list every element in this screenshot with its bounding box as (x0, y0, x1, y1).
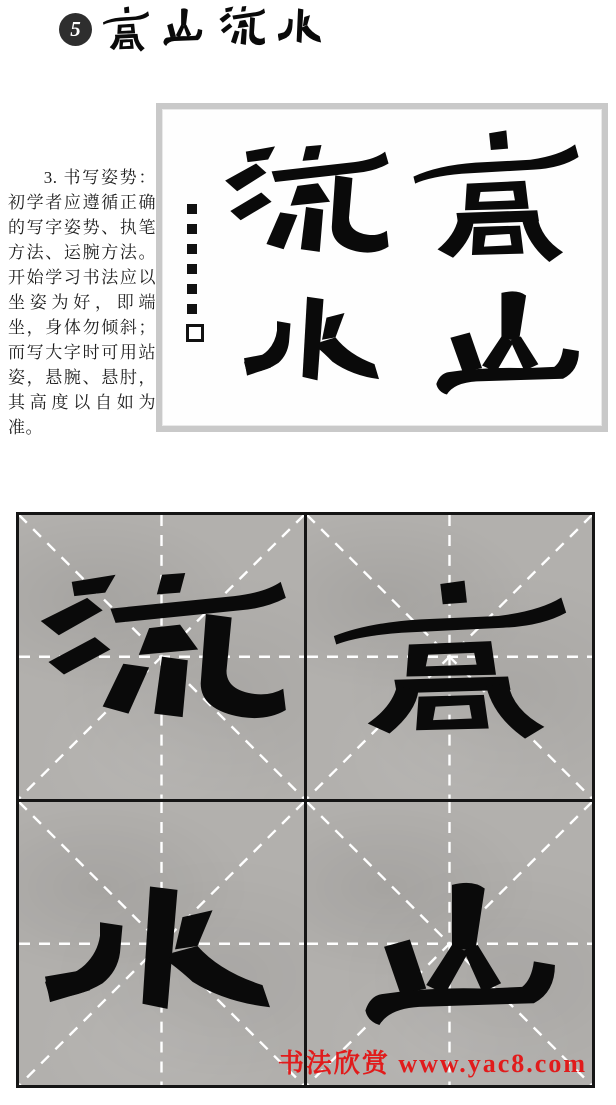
model-char-gao (422, 129, 542, 249)
seal-mark-column (186, 204, 200, 342)
model-char-shan (436, 285, 556, 405)
practice-char (307, 515, 507, 715)
grid-cell-top-right (307, 515, 592, 799)
grid-cell-bottom-left (19, 802, 304, 1086)
section-number: 5 (70, 17, 81, 41)
practice-char (19, 802, 219, 1002)
seal-square-filled (187, 284, 197, 294)
site-watermark: 书法欣赏 www.yac8.com (277, 1049, 587, 1078)
grid-cell-top-left (19, 515, 304, 799)
calligraphy-model-plate (156, 103, 608, 432)
practice-char (307, 802, 507, 1002)
seal-square-filled (187, 224, 197, 234)
practice-char (19, 515, 219, 715)
seal-square-filled (187, 244, 197, 254)
model-char-shui (250, 291, 370, 411)
posture-instructions-paragraph: 3. 书写姿势：初学者应遵循正确的写字姿势、执笔方法、运腕方法。开始学习书法应以坐姿为好，即端坐，身体勿倾斜；而写大字时可用站姿，悬腕、悬肘，其高度以自如为准。 (8, 168, 156, 437)
seal-square-filled (187, 264, 197, 274)
seal-square-filled (187, 204, 197, 214)
seal-square-filled (187, 304, 197, 314)
seal-square-hollow (186, 324, 204, 342)
section-number-badge (59, 13, 92, 46)
page-title (102, 6, 332, 56)
model-char-liu (232, 145, 352, 265)
practice-grid (16, 512, 595, 1088)
